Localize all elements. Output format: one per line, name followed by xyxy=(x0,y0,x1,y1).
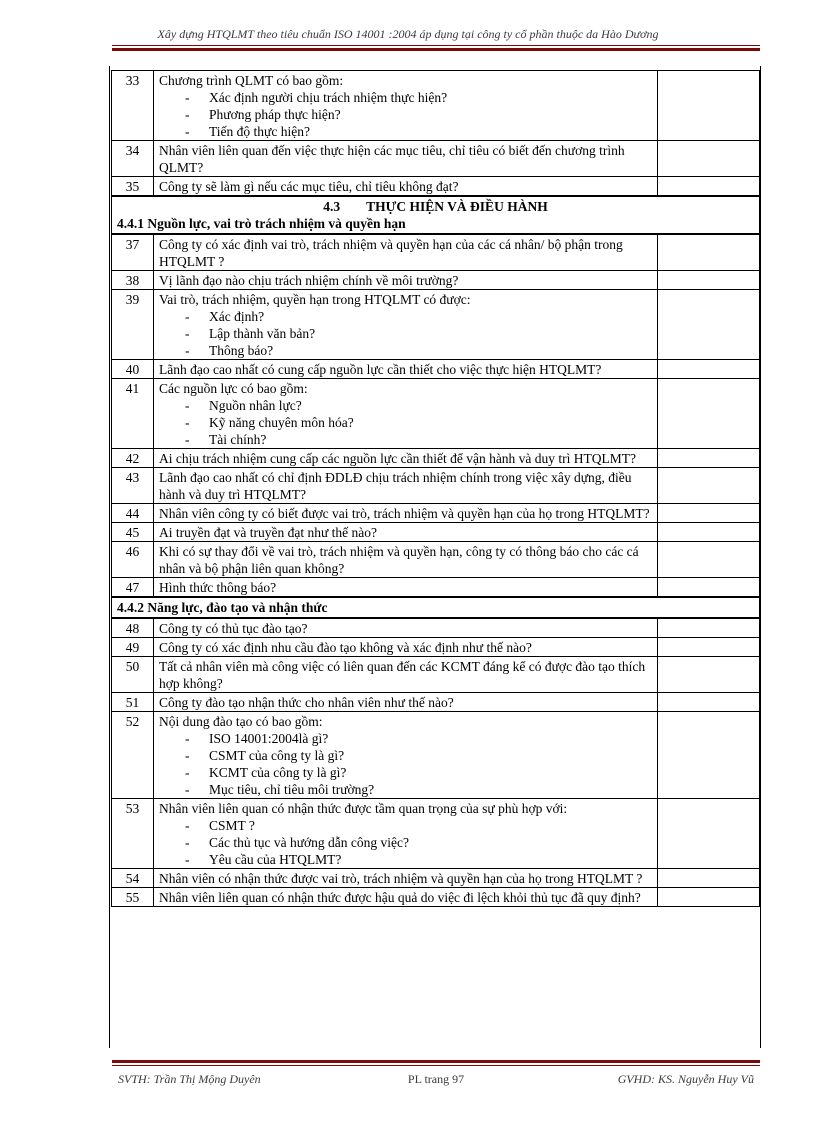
sub-item-text: Lập thành văn bản? xyxy=(209,326,316,341)
subsection-title: 4.4.1 Nguồn lực, vai trò trách nhiệm và quyền hạn xyxy=(117,216,406,231)
question-number: 38 xyxy=(112,271,154,290)
question-number: 52 xyxy=(112,712,154,799)
sub-item-text: Mục tiêu, chỉ tiêu môi trường? xyxy=(209,782,375,797)
question-cell xyxy=(154,290,658,360)
sub-item xyxy=(159,764,652,781)
table-row xyxy=(112,799,760,869)
sub-item-text: Phương pháp thực hiện? xyxy=(209,107,341,122)
dash-bullet: - xyxy=(185,398,190,413)
question-cell xyxy=(154,869,658,888)
table-row xyxy=(112,504,760,523)
question-number: 45 xyxy=(112,523,154,542)
table-row xyxy=(112,360,760,379)
question-number: 51 xyxy=(112,693,154,712)
sub-item xyxy=(159,747,652,764)
table-row xyxy=(112,618,760,638)
question-text: Nhân viên liên quan có nhận thức được tầm quan trọng của sự phù hợp với: xyxy=(159,801,568,816)
question-text: Nhân viên liên quan có nhận thức được hậu quả do việc đi lệch khỏi thủ tục đã quy định? xyxy=(159,890,641,905)
dash-bullet: - xyxy=(185,415,190,430)
sub-item xyxy=(159,781,652,798)
question-cell xyxy=(154,712,658,799)
dash-bullet: - xyxy=(185,782,190,797)
question-cell xyxy=(154,618,658,638)
table-row xyxy=(112,290,760,360)
sub-item-text: Xác định người chịu trách nhiệm thực hiện? xyxy=(209,90,448,105)
page-footer xyxy=(112,1072,760,1088)
sub-item-text: Nguồn nhân lực? xyxy=(209,398,302,413)
question-number: 40 xyxy=(112,360,154,379)
dash-bullet: - xyxy=(185,818,190,833)
answer-cell xyxy=(658,449,760,468)
sub-item-text: Xác định? xyxy=(209,309,265,324)
footer-page-number: PL trang 97 xyxy=(407,1072,465,1086)
question-cell xyxy=(154,468,658,504)
answer-cell xyxy=(658,888,760,907)
question-text: Nhân viên có nhận thức được vai trò, trách nhiệm và quyền hạn của họ trong HTQLMT ? xyxy=(159,871,643,886)
answer-cell xyxy=(658,234,760,271)
footer-rule-thin xyxy=(112,1065,760,1066)
footer-rule-thick xyxy=(112,1060,760,1063)
sub-item-text: Yêu cầu của HTQLMT? xyxy=(209,852,342,867)
sub-item xyxy=(159,325,652,342)
section-row xyxy=(112,597,760,618)
table-row xyxy=(112,468,760,504)
question-cell xyxy=(154,71,658,141)
question-cell xyxy=(154,379,658,449)
question-text: Lãnh đạo cao nhất có cung cấp nguồn lực cần thiết cho việc thực hiện HTQLMT? xyxy=(159,362,602,377)
question-number: 33 xyxy=(112,71,154,141)
answer-cell xyxy=(658,468,760,504)
header-rule-thick xyxy=(112,48,760,51)
question-text: Nội dung đào tạo có bao gồm: xyxy=(159,714,323,729)
answer-cell xyxy=(658,71,760,141)
sub-item-text: Tiến độ thực hiện? xyxy=(209,124,310,139)
page-frame-right xyxy=(760,66,761,1048)
section-heading xyxy=(117,198,754,215)
dash-bullet: - xyxy=(185,90,190,105)
sub-item xyxy=(159,397,652,414)
answer-cell xyxy=(658,712,760,799)
question-text: Công ty có xác định nhu cầu đào tạo không và xác định như thế nào? xyxy=(159,640,532,655)
answer-cell xyxy=(658,693,760,712)
question-text: Công ty có xác định vai trò, trách nhiệm và quyền hạn của các cá nhân/ bộ phận trong HTQLMT ? xyxy=(159,237,623,269)
table-row xyxy=(112,638,760,657)
dash-bullet: - xyxy=(185,326,190,341)
sub-item xyxy=(159,431,652,448)
sub-item-text: ISO 14001:2004là gì? xyxy=(209,731,329,746)
table-row xyxy=(112,542,760,578)
footer-advisor: GVHD: KS. Nguyễn Huy Vũ xyxy=(617,1072,754,1086)
table-row xyxy=(112,177,760,197)
question-number: 44 xyxy=(112,504,154,523)
answer-cell xyxy=(658,504,760,523)
question-cell xyxy=(154,177,658,197)
question-cell xyxy=(154,449,658,468)
question-cell xyxy=(154,271,658,290)
dash-bullet: - xyxy=(185,343,190,358)
question-cell xyxy=(154,638,658,657)
table-row xyxy=(112,449,760,468)
table-row xyxy=(112,693,760,712)
question-text: Công ty sẽ làm gì nếu các mục tiêu, chỉ tiêu không đạt? xyxy=(159,179,459,194)
sub-item-text: CSMT của công ty là gì? xyxy=(209,748,345,763)
question-cell xyxy=(154,799,658,869)
question-number: 49 xyxy=(112,638,154,657)
sub-item xyxy=(159,342,652,359)
sub-item xyxy=(159,308,652,325)
checklist-table xyxy=(111,70,760,907)
section-4-4-2 xyxy=(112,597,760,618)
question-number: 42 xyxy=(112,449,154,468)
answer-cell xyxy=(658,869,760,888)
question-cell xyxy=(154,523,658,542)
header-rule-thin xyxy=(112,45,760,46)
question-text: Khi có sự thay đổi về vai trò, trách nhiệm và quyền hạn, công ty có thông báo cho các cá nhân và bộ phận liên quan không? xyxy=(159,544,639,576)
sub-item xyxy=(159,851,652,868)
question-number: 50 xyxy=(112,657,154,693)
table-body-a xyxy=(112,71,760,197)
question-text: Ai chịu trách nhiệm cung cấp các nguồn lực cần thiết để vận hành và duy trì HTQLMT? xyxy=(159,451,637,466)
question-number: 41 xyxy=(112,379,154,449)
question-cell xyxy=(154,657,658,693)
table-body-b xyxy=(112,234,760,597)
answer-cell xyxy=(658,542,760,578)
sub-item xyxy=(159,123,652,140)
question-text: Công ty đào tạo nhận thức cho nhân viên như thế nào? xyxy=(159,695,454,710)
sub-item-text: Các thủ tục và hướng dẫn công việc? xyxy=(209,835,410,850)
question-cell xyxy=(154,504,658,523)
answer-cell xyxy=(658,177,760,197)
sub-item-text: Tài chính? xyxy=(209,432,267,447)
answer-cell xyxy=(658,379,760,449)
question-cell xyxy=(154,693,658,712)
sub-item-text: Thông báo? xyxy=(209,343,274,358)
table-row xyxy=(112,523,760,542)
sub-item xyxy=(159,817,652,834)
section-4-3 xyxy=(112,196,760,234)
question-text: Vị lãnh đạo nào chịu trách nhiệm chính về môi trường? xyxy=(159,273,459,288)
question-cell xyxy=(154,578,658,598)
section-title: THỰC HIỆN VÀ ĐIỀU HÀNH xyxy=(366,199,548,214)
sub-item xyxy=(159,89,652,106)
question-cell xyxy=(154,234,658,271)
answer-cell xyxy=(658,523,760,542)
footer-student: SVTH: Trần Thị Mộng Duyên xyxy=(118,1072,261,1086)
question-number: 37 xyxy=(112,234,154,271)
question-number: 55 xyxy=(112,888,154,907)
question-text: Nhân viên liên quan đến việc thực hiện các mục tiêu, chỉ tiêu có biết đến chương trình QLMT? xyxy=(159,143,625,175)
question-text: Tất cả nhân viên mà công việc có liên quan đến các KCMT đáng kể có được đào tạo thích hợp không? xyxy=(159,659,646,691)
answer-cell xyxy=(658,141,760,177)
sub-item-text: KCMT của công ty là gì? xyxy=(209,765,347,780)
answer-cell xyxy=(658,638,760,657)
table-row xyxy=(112,657,760,693)
section-number: 4.3 xyxy=(323,199,341,214)
table-body-c xyxy=(112,618,760,907)
dash-bullet: - xyxy=(185,765,190,780)
question-cell xyxy=(154,141,658,177)
table-row xyxy=(112,712,760,799)
question-number: 53 xyxy=(112,799,154,869)
dash-bullet: - xyxy=(185,852,190,867)
question-number: 48 xyxy=(112,618,154,638)
table-row xyxy=(112,379,760,449)
page-header: Xây dựng HTQLMT theo tiêu chuẩn ISO 14001 :2004 áp dụng tại công ty cổ phần thuộc da Hào Dương xyxy=(157,27,659,41)
question-cell xyxy=(154,888,658,907)
question-text: Nhân viên công ty có biết được vai trò, trách nhiệm và quyền hạn của họ trong HTQLMT? xyxy=(159,506,650,521)
sub-item-text: Kỹ năng chuyên môn hóa? xyxy=(209,415,354,430)
table-row xyxy=(112,578,760,598)
dash-bullet: - xyxy=(185,107,190,122)
sub-item-text: CSMT ? xyxy=(209,818,255,833)
table-row xyxy=(112,141,760,177)
answer-cell xyxy=(658,290,760,360)
question-number: 35 xyxy=(112,177,154,197)
answer-cell xyxy=(658,271,760,290)
dash-bullet: - xyxy=(185,731,190,746)
question-number: 54 xyxy=(112,869,154,888)
question-number: 34 xyxy=(112,141,154,177)
question-text: Các nguồn lực có bao gồm: xyxy=(159,381,308,396)
dash-bullet: - xyxy=(185,309,190,324)
dash-bullet: - xyxy=(185,835,190,850)
question-cell xyxy=(154,542,658,578)
subsection-title: 4.4.2 Năng lực, đào tạo và nhận thức xyxy=(112,597,760,618)
question-number: 47 xyxy=(112,578,154,598)
answer-cell xyxy=(658,799,760,869)
sub-item xyxy=(159,106,652,123)
question-number: 46 xyxy=(112,542,154,578)
question-cell xyxy=(154,360,658,379)
answer-cell xyxy=(658,618,760,638)
table-row xyxy=(112,888,760,907)
dash-bullet: - xyxy=(185,124,190,139)
question-text: Lãnh đạo cao nhất có chỉ định ĐDLĐ chịu trách nhiệm chính trong việc xây dựng, điều hành và duy trì HTQLMT? xyxy=(159,470,632,502)
sub-item xyxy=(159,414,652,431)
answer-cell xyxy=(658,360,760,379)
dash-bullet: - xyxy=(185,432,190,447)
table-row xyxy=(112,71,760,141)
answer-cell xyxy=(658,657,760,693)
page-frame-left xyxy=(109,66,110,1048)
answer-cell xyxy=(658,578,760,598)
question-number: 39 xyxy=(112,290,154,360)
table-row xyxy=(112,869,760,888)
section-cell xyxy=(112,196,760,234)
question-text: Chương trình QLMT có bao gồm: xyxy=(159,73,344,88)
question-text: Vai trò, trách nhiệm, quyền hạn trong HTQLMT có được: xyxy=(159,292,471,307)
question-number: 43 xyxy=(112,468,154,504)
sub-item xyxy=(159,834,652,851)
sub-item xyxy=(159,730,652,747)
section-row xyxy=(112,196,760,234)
question-text: Ai truyền đạt và truyền đạt như thế nào? xyxy=(159,525,377,540)
question-text: Công ty có thủ tục đào tạo? xyxy=(159,621,308,636)
table-row xyxy=(112,234,760,271)
question-text: Hình thức thông báo? xyxy=(159,580,277,595)
dash-bullet: - xyxy=(185,748,190,763)
table-row xyxy=(112,271,760,290)
